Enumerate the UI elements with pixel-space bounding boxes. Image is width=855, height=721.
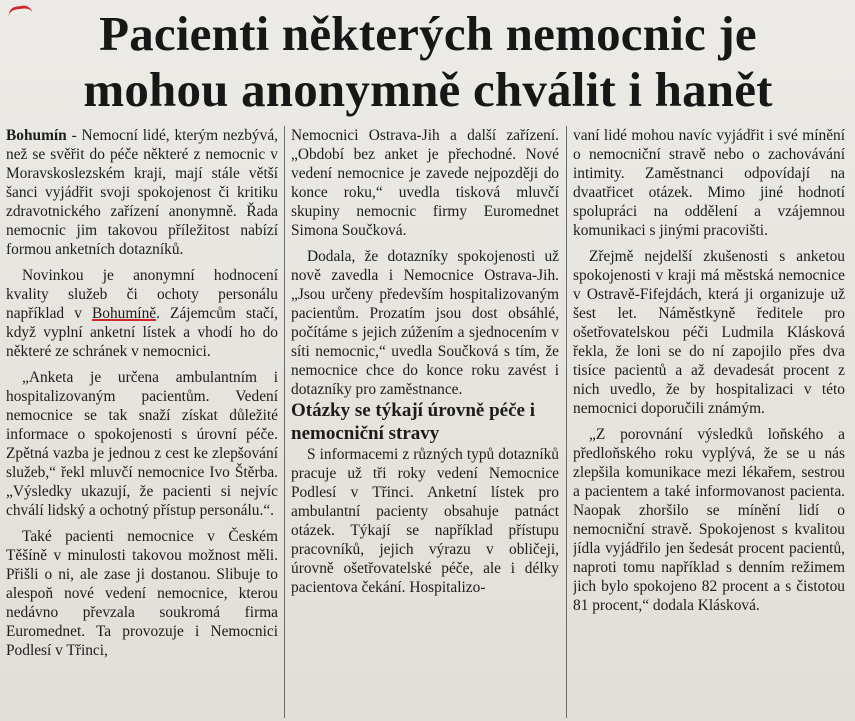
paragraph: „Anketa je určena ambulantním i hospitalizovaným pacientům. Vedení nemocnice se tak snaží získat důležité informace o spokojenosti s úrovní péče. Zpětná vazba je jednou z cest ke zlepšování služeb,“ řekl mluvčí nemocnice Ivo Štěrba. „Výsledky ukazují, že pacienti si nejvíc chválí lidský a ochotný přístup personálu.“. [6, 369, 278, 519]
paragraph: „Z porovnání výsledků loňského a předloňského roku vyplývá, že se u nás zlepšila komunikace mezi lékařem, sestrou a pacientem a také informovanost pacienta. Naopak zhoršilo se mínění lidí o nemocniční stravě. Spokojenost s kvalitou jídla vyjádřilo jen šedesát procent pacientů, naproti tomu například s denním režimem jich bylo spokojeno 82 procent a s čistotou 81 procent,“ dodala Klásková. [573, 426, 845, 614]
lead-text: - Nemocní lidé, kterým nezbývá, než se svěřit do péče některé z nemocnic v Moravskoslezském kraji, mají stále větší šanci vyjádřit svoji spokojenost či kritiku zdravotnického zařízení anonymně. Řada nemocnic jim takovou příležitost nabízí formou anketních dotazníků. [6, 127, 278, 258]
paragraph: Nemocnici Ostrava-Jih a další zařízení. „Období bez anket je přechodné. Nové vedení nemocnice je zavede nejpozději do konce roku,“ uvedla tisková mluvčí skupiny nemocnic firmy Euromednet Simona Součková. [291, 127, 559, 239]
headline [6, 6, 850, 118]
paragraph: Zřejmě nejdelší zkušenosti s anketou spokojenosti v kraji má městská nemocnice v Ostravě-Fifejdách, která ji organizuje už šest let. Náměstkyně ředitele pro ošetřovatelskou péči Ludmila Klásková řekla, že loni se do ní zapojilo přes dva tisíce pacientů a až devadesát procent z nich uvedlo, že by hospitalizaci v této nemocnici doporučili známým. [573, 248, 845, 417]
paragraph: vaní lidé mohou navíc vyjádřit i své mínění o nemocniční stravě nebo o zachovávání intimity. Zaměstnanci odpovídají na dvaatřicet otázek. Mimo jiné hodnotí spolupráci na oddělení a vzájemnou komunikaci s jinými pracovišti. [573, 127, 845, 239]
dateline: Bohumín [6, 127, 67, 144]
paragraph: Dodala, že dotazníky spokojenosti už nově zavedla i Nemocnice Ostrava-Jih. „Jsou určeny především hospitalizovaným pacientům. Prozatím jsou dost obsáhlé, počítáme s jejich zúžením a sjednocením v síti nemocnic,“ uvedla Součková s tím, že nemocnice chce do konce roku zavést i dotazníky pro zaměstnance. [291, 248, 559, 398]
paragraph: Také pacienti nemocnice v Českém Těšíně v minulosti takovou možnost měli. Přišli o ni, ale zase ji dostanou. Slibuje to alespoň nové vedení nemocnice, kterou nedávno převzala soukromá firma Euromednet. Ta provozuje i Nemocnici Podlesí v Třinci, [6, 528, 278, 659]
paragraph [6, 266, 278, 361]
article-column-3 [573, 126, 845, 721]
underlined-place-name: Bohumíně [91, 305, 157, 322]
column-divider-2 [566, 126, 567, 718]
article-column-1 [6, 126, 278, 721]
paragraph: S informacemi z různých typů dotazníků pracuje už tři roky vedení Nemocnice Podlesí v Třinci. Anketní lístek pro ambulantní pacienty obsahuje patnáct otázek. Týkají se například přístupu pracovníků, jejich výrazu v obličeji, úrovně ošetřovatelské péče, ale i délky pacientova čekání. Hospitalizo- [291, 446, 559, 596]
headline-line-2: mohou anonymně chválit i hanět [83, 62, 773, 117]
paragraph-text: . Zájemcům stačí, když vyplní anketní lístek a vhodí ho do některé ze schránek v nemocnici. [6, 305, 278, 360]
headline-line-1: Pacienti některých nemocnic je [99, 6, 757, 61]
column-divider-1 [284, 126, 285, 718]
paragraph-text: Novinkou je anonymní hodnocení kvality služeb či ochoty personálu například v [6, 267, 278, 322]
subheading: Otázky se týkají úrovně péče i nemocniční stravy [291, 400, 535, 444]
paragraph-lead [6, 126, 278, 259]
article-column-2 [291, 126, 559, 721]
